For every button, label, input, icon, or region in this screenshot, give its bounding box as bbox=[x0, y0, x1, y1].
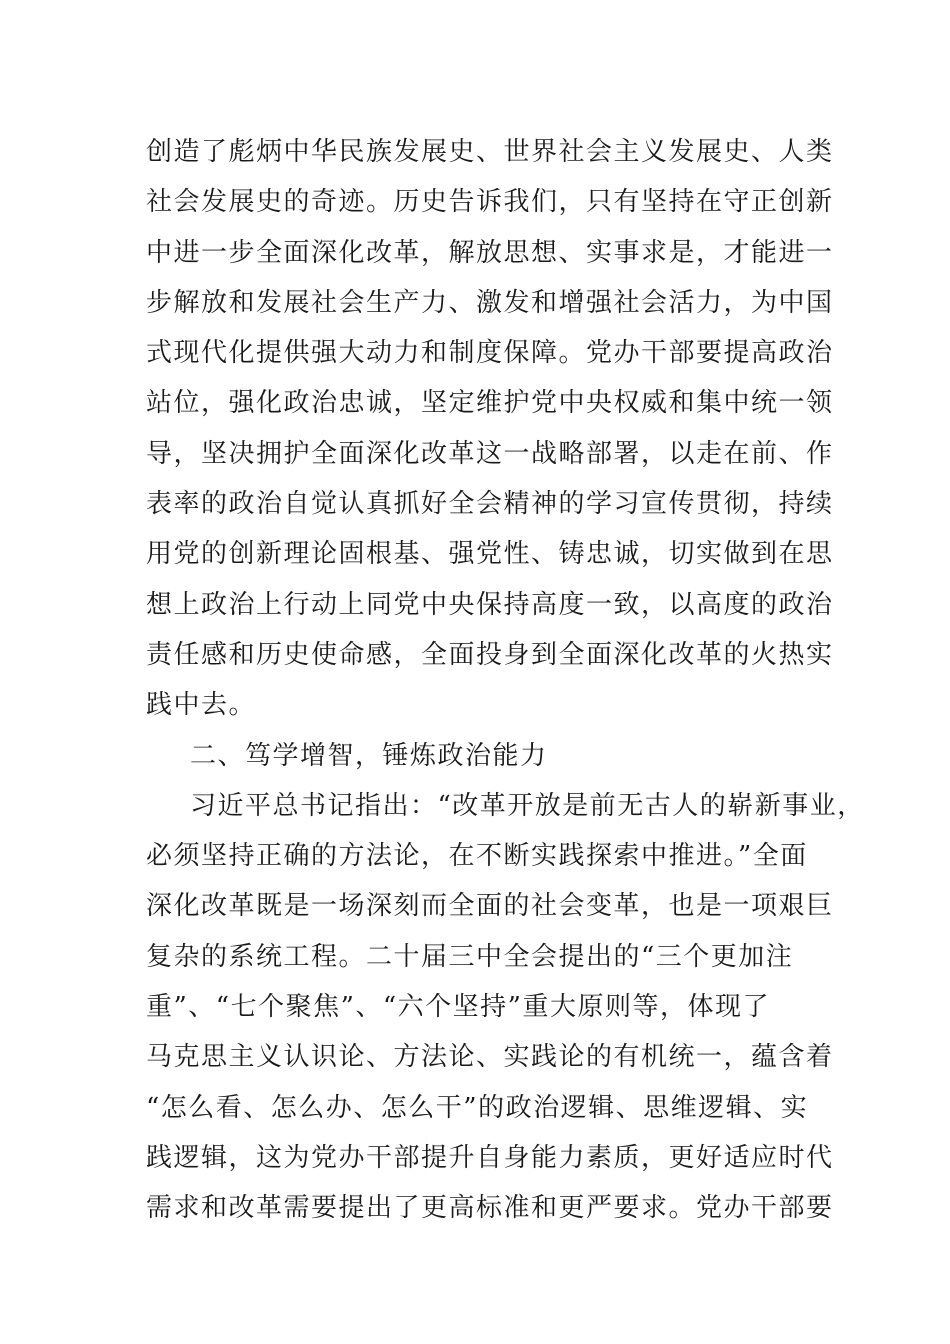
text-line: 用党的创新理论固根基、强党性、铸忠诚，切实做到在思 bbox=[146, 539, 834, 570]
text-line: 深化改革既是一场深刻而全面的社会变革，也是一项艰巨 bbox=[146, 891, 834, 922]
text-line: 复杂的系统工程。二十届三中全会提出的“三个更加注 bbox=[146, 941, 794, 972]
section-heading: 二、笃学增智，锤炼政治能力 bbox=[190, 740, 548, 771]
text-line: 中进一步全面深化改革，解放思想、实事求是，才能进一 bbox=[146, 237, 834, 268]
document-body bbox=[146, 132, 865, 1239]
text-line: “怎么看、怎么办、怎么干”的政治逻辑、思维逻辑、实 bbox=[146, 1092, 809, 1123]
text-line: 责任感和历史使命感，全面投身到全面深化改革的火热实 bbox=[146, 639, 834, 670]
text-line: 创造了彪炳中华民族发展史、世界社会主义发展史、人类 bbox=[146, 137, 834, 167]
text-line: 站位，强化政治忠诚，坚定维护党中央权威和集中统一领 bbox=[146, 388, 834, 419]
text-line: 想上政治上行动上同党中央保持高度一致，以高度的政治 bbox=[146, 589, 834, 620]
text-line: 表率的政治自觉认真抓好全会精神的学习宣传贯彻，持续 bbox=[146, 489, 834, 520]
text-line: 习近平总书记指出：“改革开放是前无古人的崭新事业， bbox=[190, 790, 865, 821]
text-line: 式现代化提供强大动力和制度保障。党办干部要提高政治 bbox=[146, 338, 834, 369]
text-line: 社会发展史的奇迹。历史告诉我们，只有坚持在守正创新 bbox=[146, 187, 834, 218]
text-line: 重”、“七个聚焦”、“六个坚持”重大原则等，体现了 bbox=[146, 992, 770, 1023]
text-line: 马克思主义认识论、方法论、实践论的有机统一，蕴含着 bbox=[146, 1042, 834, 1073]
text-line: 步解放和发展社会生产力、激发和增强社会活力，为中国 bbox=[146, 287, 834, 318]
text-line: 践中去。 bbox=[146, 690, 257, 721]
text-line: 践逻辑，这为党办干部提升自身能力素质，更好适应时代 bbox=[146, 1142, 834, 1173]
text-line: 需求和改革需要提出了更高标准和更严要求。党办干部要 bbox=[146, 1193, 834, 1224]
text-line: 必须坚持正确的方法论，在不断实践探索中推进。”全面 bbox=[146, 841, 808, 872]
text-line: 导，坚决拥护全面深化改革这一战略部署，以走在前、作 bbox=[146, 438, 834, 469]
